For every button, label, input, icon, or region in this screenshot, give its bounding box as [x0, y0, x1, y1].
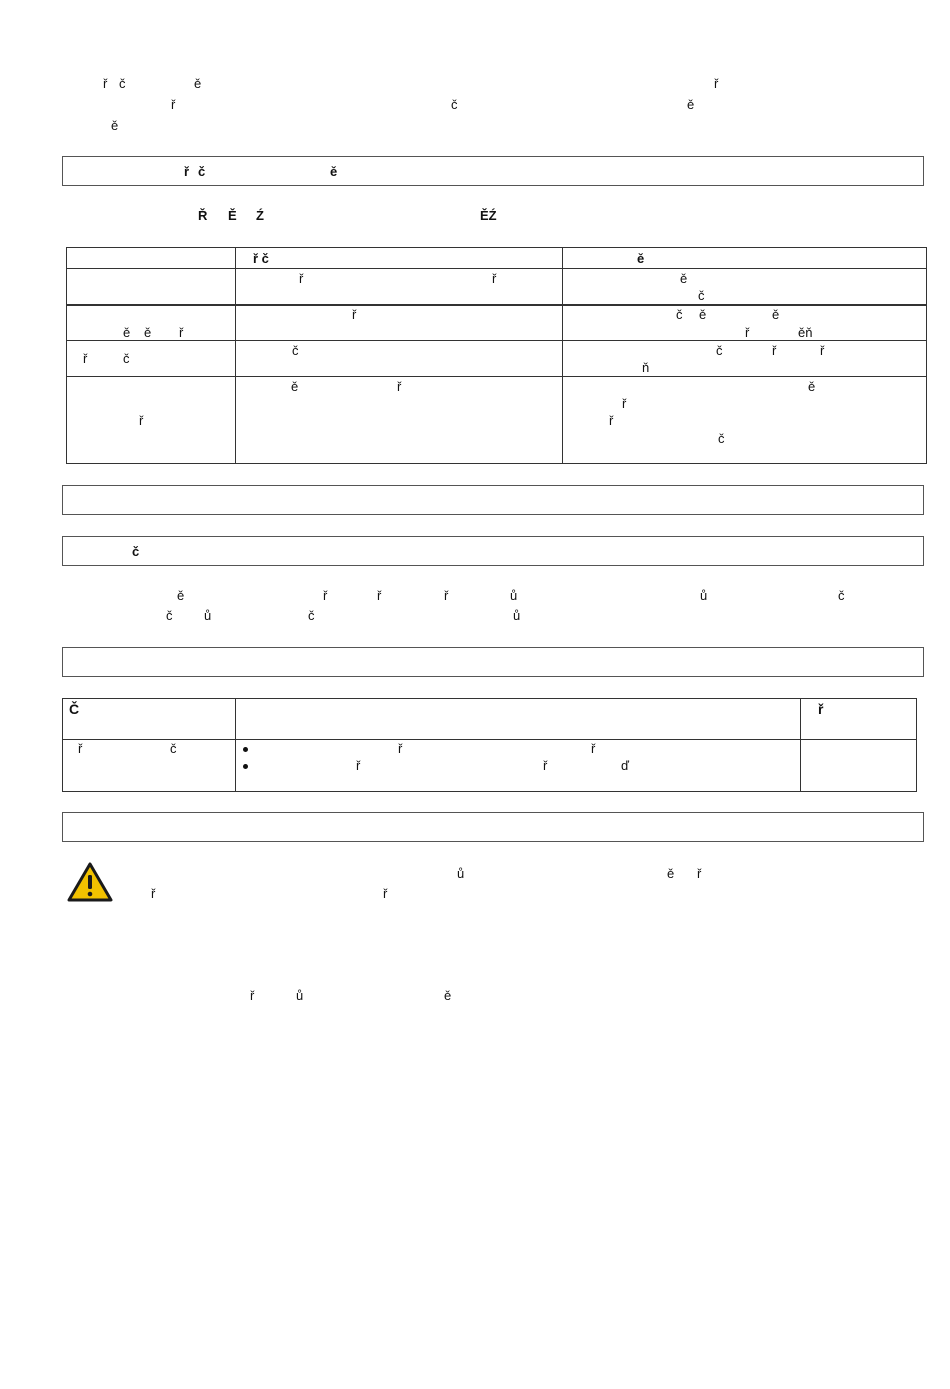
- table-cell-char: ř: [543, 758, 548, 773]
- table-cell-char: č: [718, 431, 725, 446]
- table-cell-char: ř: [139, 413, 144, 428]
- table-cell-char: ň: [642, 360, 650, 375]
- paragraph-char: č: [838, 588, 845, 603]
- table-cell-char: ěň: [798, 325, 813, 340]
- table-divider: [562, 247, 563, 464]
- paragraph-char: č: [308, 608, 315, 623]
- table-cell-char: ř: [398, 741, 403, 756]
- paragraph-char: ů: [700, 588, 708, 603]
- table-cell-char: č: [676, 307, 683, 322]
- table-cell-char: ř: [492, 271, 497, 286]
- paragraph-char: ů: [204, 608, 212, 623]
- paragraph-char: ě: [177, 588, 185, 603]
- warning-char: ř: [697, 866, 702, 881]
- footer-char: ř: [250, 988, 255, 1003]
- table-cell-char: ř: [179, 325, 184, 340]
- footer-char: ů: [296, 988, 304, 1003]
- table-cell-char: ě: [291, 379, 299, 394]
- paragraph-char: ř: [444, 588, 449, 603]
- section-header-char: ř: [184, 164, 190, 179]
- table-cell-char: ě: [699, 307, 707, 322]
- table-cell-char: ř: [609, 413, 614, 428]
- section-header-bar: [62, 536, 924, 566]
- table-cell-char: ř: [83, 351, 88, 366]
- paragraph-char: ů: [510, 588, 518, 603]
- table-cell-char: ě: [144, 325, 152, 340]
- section-header-char: č: [132, 544, 140, 559]
- intro-char: ě: [194, 76, 202, 91]
- table-cell-char: ř: [772, 343, 777, 358]
- table-cell-char: ř: [591, 741, 596, 756]
- section-header-bar: [62, 156, 924, 186]
- section-header-char: ě: [330, 164, 338, 179]
- table-cell-char: č: [170, 741, 177, 756]
- table-cell-char: ř: [820, 343, 825, 358]
- footer-char: ě: [444, 988, 452, 1003]
- table-cell-char: ř: [356, 758, 361, 773]
- table-cell-char: ě: [123, 325, 131, 340]
- table-divider: [66, 304, 927, 306]
- table-cell-char: ř: [299, 271, 304, 286]
- paragraph-char: č: [166, 608, 173, 623]
- table-cell-char: ř: [352, 307, 357, 322]
- warning-char: ě: [667, 866, 675, 881]
- table-cell-char: ř: [745, 325, 750, 340]
- heading-char: Ě: [228, 208, 237, 223]
- intro-char: č: [119, 76, 126, 91]
- warning-char: ř: [151, 886, 156, 901]
- table-header-cell: Č: [69, 701, 80, 717]
- paragraph-char: ů: [513, 608, 521, 623]
- intro-char: ě: [111, 118, 119, 133]
- table-header-cell: ř č: [253, 251, 269, 266]
- intro-char: ř: [714, 76, 719, 91]
- section-header-bar: [62, 812, 924, 842]
- section-header-char: č: [198, 164, 206, 179]
- warning-char: ů: [457, 866, 465, 881]
- table-cell-char: č: [123, 351, 130, 366]
- details-table: [62, 698, 917, 792]
- warning-char: ř: [383, 886, 388, 901]
- table-divider: [62, 739, 917, 740]
- section-header-bar: [62, 647, 924, 677]
- table-cell-char: ě: [808, 379, 816, 394]
- heading-char: Ř: [198, 208, 208, 223]
- table-divider: [235, 247, 236, 464]
- warning-triangle-icon: [67, 862, 113, 902]
- intro-char: ě: [687, 97, 695, 112]
- table-cell-char: ř: [78, 741, 83, 756]
- intro-char: ř: [171, 97, 176, 112]
- section-header-bar: [62, 485, 924, 515]
- paragraph-char: ř: [377, 588, 382, 603]
- intro-char: ř: [103, 76, 108, 91]
- heading-char: Ź: [256, 208, 264, 223]
- comparison-table: [66, 247, 927, 464]
- table-cell-char: ď: [621, 758, 629, 773]
- table-divider: [235, 698, 236, 792]
- table-cell-char: ě: [772, 307, 780, 322]
- bullet-icon: [243, 747, 248, 752]
- table-cell-char: ě: [680, 271, 688, 286]
- bullet-icon: [243, 764, 248, 769]
- table-divider: [800, 698, 801, 792]
- table-cell-char: ř: [397, 379, 402, 394]
- table-divider: [66, 340, 927, 341]
- intro-char: č: [451, 97, 458, 112]
- heading-char: ĚŹ: [480, 208, 497, 223]
- table-header-cell: ě: [637, 251, 645, 266]
- paragraph-char: ř: [323, 588, 328, 603]
- table-cell-char: č: [698, 288, 705, 303]
- table-cell-char: č: [292, 343, 299, 358]
- table-divider: [66, 268, 927, 269]
- table-cell-char: ř: [622, 396, 627, 411]
- table-cell-char: č: [716, 343, 723, 358]
- table-divider: [66, 376, 927, 377]
- table-header-cell: ř: [818, 701, 824, 717]
